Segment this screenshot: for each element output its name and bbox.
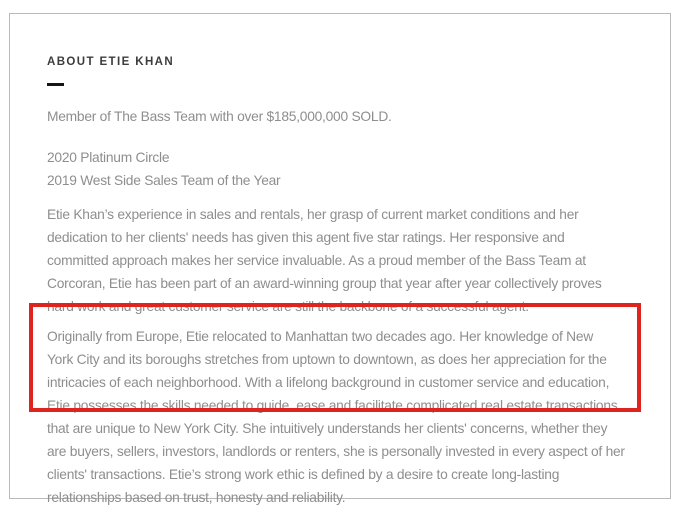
award-line-2019: 2019 West Side Sales Team of the Year [47,173,281,188]
award-line-2020: 2020 Platinum Circle [47,150,170,165]
membership-line: Member of The Bass Team with over $185,000,000 SOLD. [47,109,392,124]
bio-paragraph-2 [47,325,672,509]
bio-line: Corcoran, Etie has been part of an award-winning group that year after year collectively proves [47,276,602,291]
bio-line: York City and its boroughs stretches from uptown to downtown, as does her appreciation for the [47,352,607,367]
bio-line: Etie Khan’s experience in sales and rentals, her grasp of current market conditions and her [47,207,579,222]
bio-line: intricacies of each neighborhood. With a lifelong background in customer service and education, [47,375,610,390]
bio-line: committed approach makes her service invaluable. As a proud member of the Bass Team at [47,253,586,268]
page-border [9,13,671,505]
awards-list [47,146,672,192]
section-title: ABOUT ETIE KHAN [47,56,175,68]
bio-line: Originally from Europe, Etie relocated to Manhattan two decades ago. Her knowledge of New [47,329,594,344]
bio-line: hard work and great customer service are still the backbone of a successful agent. [47,299,529,314]
bio-paragraph-1 [47,203,672,318]
about-section [47,56,672,509]
bio-line: that are unique to New York City. She intuitively understands her clients' concerns, whether they [47,421,608,436]
bio-line: relationships based on trust, honesty and reliability. [47,490,346,505]
bio-line: dedication to her clients' needs has given this agent five star ratings. Her responsive and [47,230,565,245]
bio-line: are buyers, sellers, investors, landlords or renters, she is personally invested in every aspect of her [47,444,625,459]
title-underline [47,83,64,86]
bio-line: clients' transactions. Etie’s strong work ethic is defined by a desire to create long-lasting [47,467,560,482]
bio-line: Etie possesses the skills needed to guide, ease and facilitate complicated real estate transactions [47,398,618,413]
